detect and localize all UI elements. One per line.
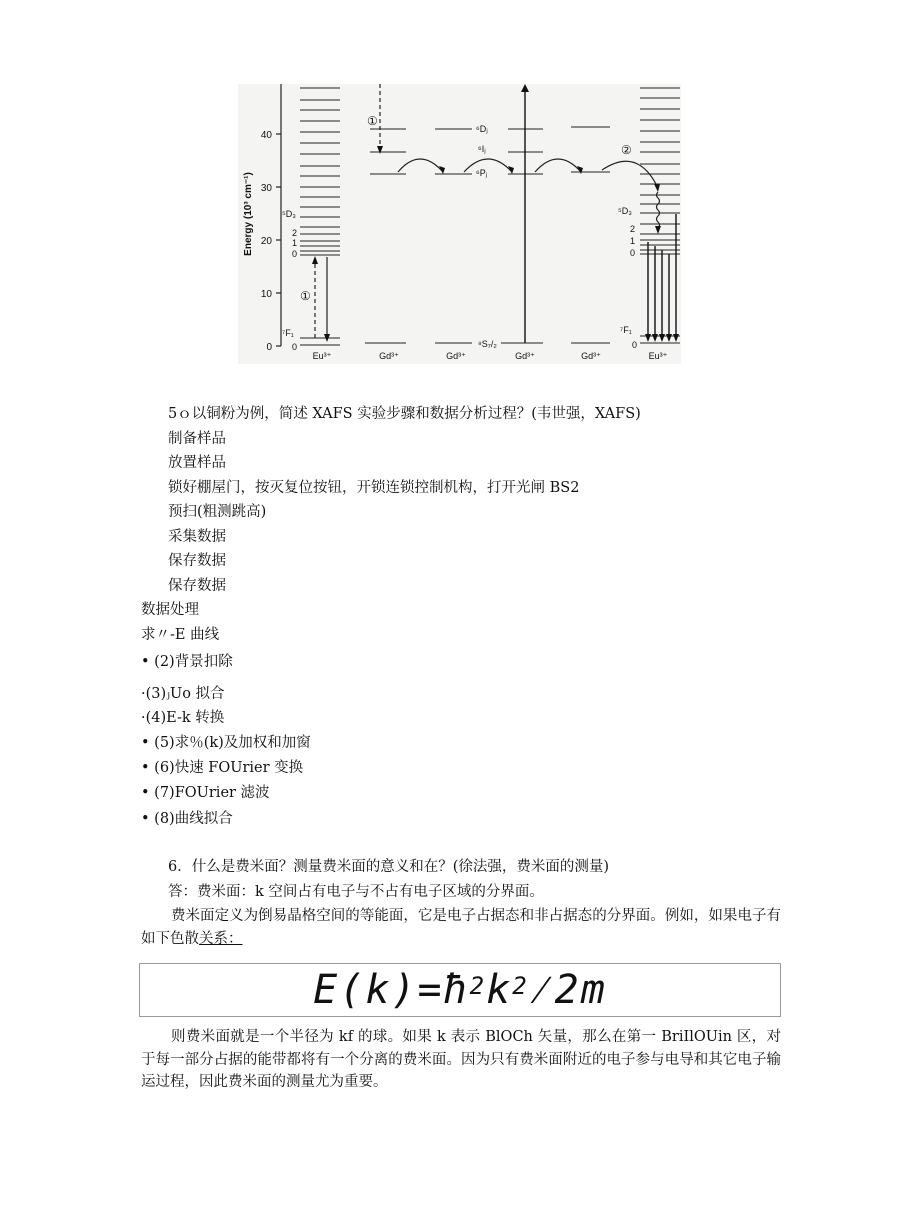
q5-step: 保存数据 <box>168 553 226 569</box>
q6-title: 6．什么是费米面？测量费米面的意义和在？(徐法强，费米面的测量) <box>168 859 610 875</box>
ion-label: Gd³⁺ <box>515 351 535 361</box>
circle-label: ① <box>367 114 378 128</box>
formula-k: k <box>486 967 513 1013</box>
y-tick: 0 <box>266 342 272 353</box>
level-label: 2 <box>630 224 636 234</box>
q5-step: 制备样品 <box>168 431 226 447</box>
processing-item: • (6)快速 FOUrier 变换 <box>141 760 304 776</box>
q6-paragraph-1-text: 费米面定义为倒易晶格空间的等能面，它是电子占据态和非占据态的分界面。例如，如果电子有如下色散 <box>141 908 781 947</box>
eu-left-levels <box>300 88 340 345</box>
data-processing-heading: 数据处理 <box>141 602 199 618</box>
processing-item: • (7)FOUrier 滤波 <box>141 785 270 801</box>
level-label: 0 <box>292 249 298 259</box>
level-label: 0 <box>632 340 638 350</box>
formula-exponent: 2 <box>469 972 487 1000</box>
q6-answer: 答：费米面：k 空间占有电子与不占有电子区域的分界面。 <box>168 884 544 900</box>
formula-exponent: 2 <box>512 972 529 1000</box>
level-label: ⁸S₇/₂ <box>478 339 497 349</box>
processing-item: • (2)背景扣除 <box>141 654 233 670</box>
q5-step: 放置样品 <box>168 455 226 471</box>
level-label: ⁵D₃ <box>618 206 632 216</box>
level-label: ⁶Pⱼ <box>476 168 488 178</box>
emission-arrows <box>648 214 676 336</box>
q5-step: 采集数据 <box>168 529 226 545</box>
eu-right-levels <box>640 88 680 343</box>
y-tick: 40 <box>260 130 272 141</box>
processing-item: 求〃-E 曲线 <box>141 627 220 643</box>
relation-link[interactable]: 关系： <box>199 930 243 947</box>
y-axis-label: Energy (10³ cm⁻¹) <box>243 172 254 256</box>
circle-label: ① <box>300 289 311 303</box>
level-label: 1 <box>630 236 636 246</box>
q6-paragraph-1 <box>141 905 781 950</box>
level-label: ⁷F₁ <box>282 328 294 338</box>
level-label: ⁷F₁ <box>620 325 632 335</box>
level-label: 1 <box>292 238 298 248</box>
dispersion-formula <box>140 968 780 1012</box>
processing-item: • (5)求％(k)及加权和加窗 <box>141 735 311 751</box>
formula-lhs: E(k)=ħ <box>313 967 470 1013</box>
level-label: ⁵D₃ <box>282 209 296 219</box>
y-tick: 10 <box>260 289 272 300</box>
formula-box <box>139 963 781 1017</box>
processing-item: ·(3)ⱼUo 拟合 <box>141 686 225 702</box>
q6-paragraph-2: 则费米面就是一个半径为 kf 的球。如果 k 表示 BlOCh 矢量，那么在第一 BriIlOUin 区，对于每一部分占据的能带都将有一个分离的费米面。因为只有费米面附近的电子参与电导和其它电子输运过程，因此费米面的测量尤为重要。 <box>141 1029 781 1090</box>
processing-item: ·(4)E-k 转换 <box>141 710 225 726</box>
q5-step: 预扫(粗测跳高) <box>168 504 267 520</box>
level-label: ⁶Dⱼ <box>476 124 488 134</box>
ion-label: Eu³⁺ <box>648 351 668 361</box>
y-axis <box>276 84 281 346</box>
ion-label: Eu³⁺ <box>312 351 332 361</box>
circle-label: ② <box>621 143 632 157</box>
ion-label: Gd³⁺ <box>581 351 601 361</box>
energy-level-figure <box>238 84 681 364</box>
q5-step: 锁好棚屋门，按灭复位按钮，开锁连锁控制机构，打开光闸 BS2 <box>168 480 580 496</box>
ion-label: Gd³⁺ <box>446 351 466 361</box>
level-label: 0 <box>292 342 298 352</box>
processing-item: • (8)曲线拟合 <box>141 811 233 827</box>
level-label: ⁶Iⱼ <box>478 144 486 154</box>
formula-rhs: ⁄2m <box>528 967 607 1013</box>
ion-label: Gd³⁺ <box>379 351 399 361</box>
y-tick: 30 <box>260 183 272 194</box>
q5-step: 保存数据 <box>168 578 226 594</box>
y-tick: 20 <box>260 236 272 247</box>
level-label: 2 <box>292 228 298 238</box>
q5-title: 5ｏ以铜粉为例，简述 XAFS 实验步骤和数据分析过程？(韦世强，XAFS) <box>168 406 641 422</box>
level-label: 0 <box>630 248 636 258</box>
